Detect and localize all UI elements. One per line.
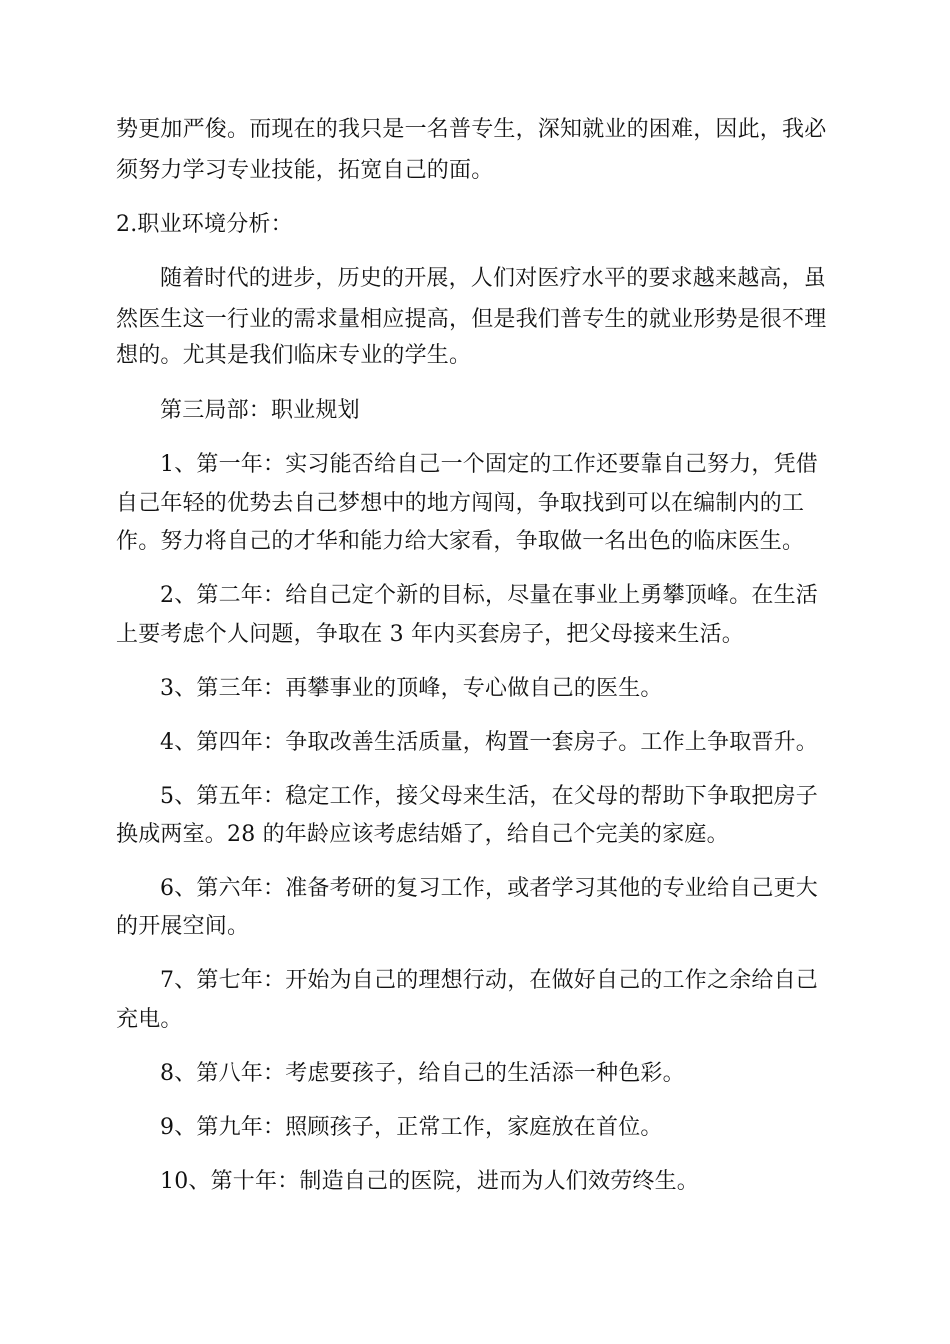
section-2-paragraph-line-2: 然医生这一行业的需求量相应提高，但是我们普专生的就业形势是很不理 bbox=[116, 307, 827, 332]
plan-year-2-line-2: 上要考虑个人问题，争取在 3 年内买套房子，把父母接来生活。 bbox=[116, 622, 744, 647]
plan-year-1-line-2: 自己年轻的优势去自己梦想中的地方闯闯，争取找到可以在编制内的工 bbox=[116, 491, 805, 516]
plan-year-4: 4、第四年：争取改善生活质量，构置一套房子。工作上争取晋升。 bbox=[160, 730, 818, 755]
plan-year-10: 10、第十年：制造自己的医院，进而为人们效劳终生。 bbox=[160, 1169, 699, 1194]
plan-year-3: 3、第三年：再攀事业的顶峰，专心做自己的医生。 bbox=[160, 676, 663, 701]
plan-year-9: 9、第九年：照顾孩子，正常工作，家庭放在首位。 bbox=[160, 1115, 663, 1140]
intro-line-1: 势更加严俊。而现在的我只是一名普专生，深知就业的困难，因此，我必 bbox=[116, 117, 827, 142]
intro-line-2: 须努力学习专业技能，拓宽自己的面。 bbox=[116, 158, 494, 183]
plan-year-6-line-1: 6、第六年：准备考研的复习工作，或者学习其他的专业给自己更大 bbox=[160, 876, 818, 901]
plan-year-1-line-1: 1、第一年：实习能否给自己一个固定的工作还要靠自己努力，凭借 bbox=[160, 452, 818, 477]
plan-year-2-line-1: 2、第二年：给自己定个新的目标，尽量在事业上勇攀顶峰。在生活 bbox=[160, 583, 818, 608]
section-2-paragraph-line-3: 想的。尤其是我们临床专业的学生。 bbox=[116, 343, 472, 368]
section-2-heading: 2.职业环境分析： bbox=[116, 212, 293, 237]
plan-year-1-line-3: 作。努力将自己的才华和能力给大家看，争取做一名出色的临床医生。 bbox=[116, 529, 805, 554]
plan-year-8: 8、第八年：考虑要孩子，给自己的生活添一种色彩。 bbox=[160, 1061, 685, 1086]
plan-year-7-line-1: 7、第七年：开始为自己的理想行动，在做好自己的工作之余给自己 bbox=[160, 968, 818, 993]
plan-year-5-line-2: 换成两室。28 的年龄应该考虑结婚了，给自己个完美的家庭。 bbox=[116, 822, 729, 847]
section-3-heading: 第三局部：职业规划 bbox=[160, 398, 360, 423]
plan-year-5-line-1: 5、第五年：稳定工作，接父母来生活，在父母的帮助下争取把房子 bbox=[160, 784, 818, 809]
section-2-paragraph-line-1: 随着时代的进步，历史的开展，人们对医疗水平的要求越来越高，虽 bbox=[160, 266, 827, 291]
plan-year-7-line-2: 充电。 bbox=[116, 1007, 183, 1032]
plan-year-6-line-2: 的开展空间。 bbox=[116, 914, 250, 939]
